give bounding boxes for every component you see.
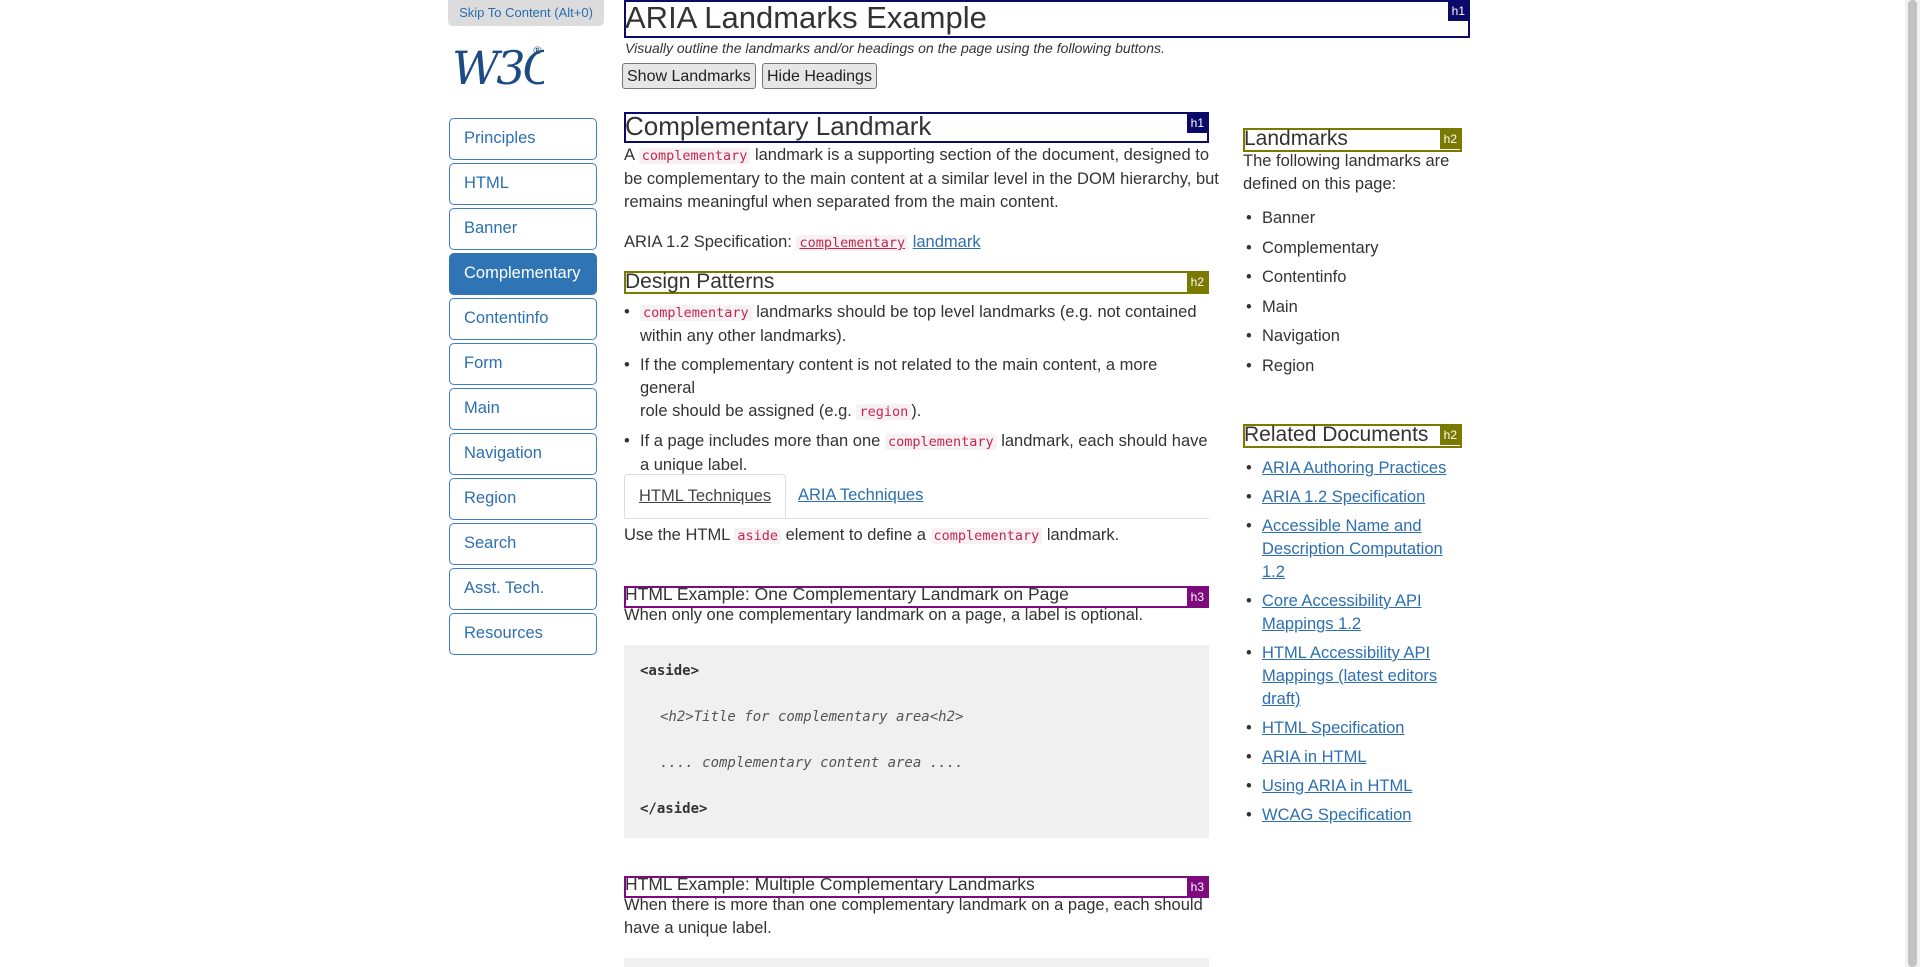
design-patterns-heading-outline — [624, 271, 1209, 294]
list-item: • If the complementary content is not related to the main content, a more general role should be assigned (e.g. region ). — [624, 354, 1214, 424]
list-item: • Banner — [1246, 207, 1456, 237]
list-item: • complementary landmarks should be top level landmarks (e.g. not contained within any other landmarks). — [624, 301, 1214, 348]
page-title: ARIA Landmarks Example — [625, 0, 987, 35]
nav-item-search[interactable]: Search — [449, 523, 597, 565]
related-doc-link[interactable]: • Core Accessibility API Mappings 1.2 — [1246, 590, 1456, 636]
nav-item-resources[interactable]: Resources — [449, 613, 597, 655]
related-doc-link[interactable]: • Using ARIA in HTML — [1246, 775, 1456, 798]
code-complementary: complementary — [796, 235, 908, 251]
related-doc-link[interactable]: • HTML Specification — [1246, 717, 1456, 740]
landmarks-heading: Landmarks — [1244, 127, 1348, 150]
landmarks-heading-outline — [1243, 128, 1462, 152]
nav-item-contentinfo[interactable]: Contentinfo — [449, 298, 597, 340]
heading-level-tag: h3 — [1187, 877, 1208, 897]
nav-item-main[interactable]: Main — [449, 388, 597, 430]
design-patterns-list — [624, 301, 1214, 477]
main-heading: Complementary Landmark — [625, 111, 932, 141]
list-item: • If a page includes more than one complementary landmark, each should have a unique label. — [624, 430, 1214, 477]
list-item: • Navigation — [1246, 325, 1456, 355]
heading-level-tag: h1 — [1187, 113, 1208, 133]
example2-heading: HTML Example: Multiple Complementary Landmarks — [625, 874, 1035, 894]
list-item: • Contentinfo — [1246, 266, 1456, 296]
example2-text: When there is more than one complementary landmark on a page, each should have a unique label. — [624, 896, 1203, 937]
design-patterns-heading: Design Patterns — [625, 270, 775, 293]
skip-to-content-link[interactable]: Skip To Content (Alt+0) — [448, 0, 604, 26]
tab-html-techniques[interactable]: HTML Techniques — [624, 474, 786, 518]
tab-panel-text: Use the HTML aside element to define a complementary landmark. — [624, 526, 1120, 544]
landmarks-intro: The following landmarks are defined on this page: — [1243, 152, 1450, 193]
code-line: <aside> — [640, 663, 700, 679]
example1-heading: HTML Example: One Complementary Landmark on Page — [625, 584, 1069, 604]
code-line: .... complementary content area .... — [660, 755, 964, 771]
heading-level-tag: h3 — [1187, 587, 1208, 607]
list-item: • Main — [1246, 296, 1456, 326]
spec-line: ARIA 1.2 Specification: complementary landmark — [624, 233, 981, 251]
related-doc-link[interactable]: • ARIA in HTML — [1246, 746, 1456, 769]
related-doc-link[interactable]: • Accessible Name and Description Computation 1.2 — [1246, 515, 1456, 584]
related-doc-link[interactable]: • ARIA Authoring Practices — [1246, 457, 1456, 480]
related-docs-heading-outline — [1243, 424, 1462, 448]
side-navigation — [449, 118, 597, 658]
registered-mark: ® — [532, 44, 543, 57]
spec-landmark-link[interactable]: landmark — [912, 233, 981, 251]
heading-level-tag: h2 — [1440, 129, 1461, 149]
nav-item-region[interactable]: Region — [449, 478, 597, 520]
tab-aria-techniques[interactable]: ARIA Techniques — [798, 486, 924, 504]
related-doc-link[interactable]: • WCAG Specification — [1246, 804, 1456, 827]
techniques-tabs — [624, 474, 1209, 519]
w3c-logo-text: W3 — [452, 41, 523, 88]
related-doc-link[interactable]: • ARIA 1.2 Specification — [1246, 486, 1456, 509]
nav-item-banner[interactable]: Banner — [449, 208, 597, 250]
scrollbar-thumb[interactable] — [1908, 0, 1917, 967]
nav-item-html[interactable]: HTML — [449, 163, 597, 205]
nav-item-form[interactable]: Form — [449, 343, 597, 385]
nav-item-navigation[interactable]: Navigation — [449, 433, 597, 475]
nav-item-principles[interactable]: Principles — [449, 118, 597, 160]
list-item: • Region — [1246, 355, 1456, 385]
show-landmarks-button[interactable]: Show Landmarks — [622, 63, 756, 89]
example1-text: When only one complementary landmark on a page, a label is optional. — [624, 606, 1144, 624]
main-heading-outline — [624, 112, 1209, 143]
nav-item-asst-tech[interactable]: Asst. Tech. — [449, 568, 597, 610]
code-example-block — [624, 645, 1209, 838]
heading-level-tag: h2 — [1187, 272, 1208, 292]
hide-headings-button[interactable]: Hide Headings — [762, 63, 877, 89]
related-doc-link[interactable]: • HTML Accessibility API Mappings (latest editors draft) — [1246, 642, 1456, 711]
landmarks-list — [1246, 207, 1456, 385]
intro-paragraph: A complementary landmark is a supporting section of the document, designed to be complementary to the main content at a similar level in the DOM hierarchy, but remains meaningful when separated from the main content. — [624, 146, 1219, 211]
page-title-outline — [624, 0, 1470, 38]
related-docs-heading: Related Documents — [1244, 423, 1429, 446]
code-complementary: complementary — [639, 148, 751, 164]
nav-item-complementary[interactable]: Complementary — [449, 253, 597, 295]
instructions-text: Visually outline the landmarks and/or headings on the page using the following buttons. — [625, 40, 1165, 56]
code-line: </aside> — [640, 801, 708, 817]
page-scrollbar[interactable] — [1905, 0, 1920, 967]
code-line: <h2>Title for complementary area<h2> — [660, 709, 964, 725]
heading-level-tag: h2 — [1440, 425, 1461, 445]
w3c-logo[interactable] — [452, 40, 544, 88]
related-docs-list — [1246, 457, 1456, 833]
code-example-block-2 — [624, 958, 1209, 967]
list-item: • Complementary — [1246, 237, 1456, 267]
heading-level-tag: h1 — [1448, 1, 1469, 21]
